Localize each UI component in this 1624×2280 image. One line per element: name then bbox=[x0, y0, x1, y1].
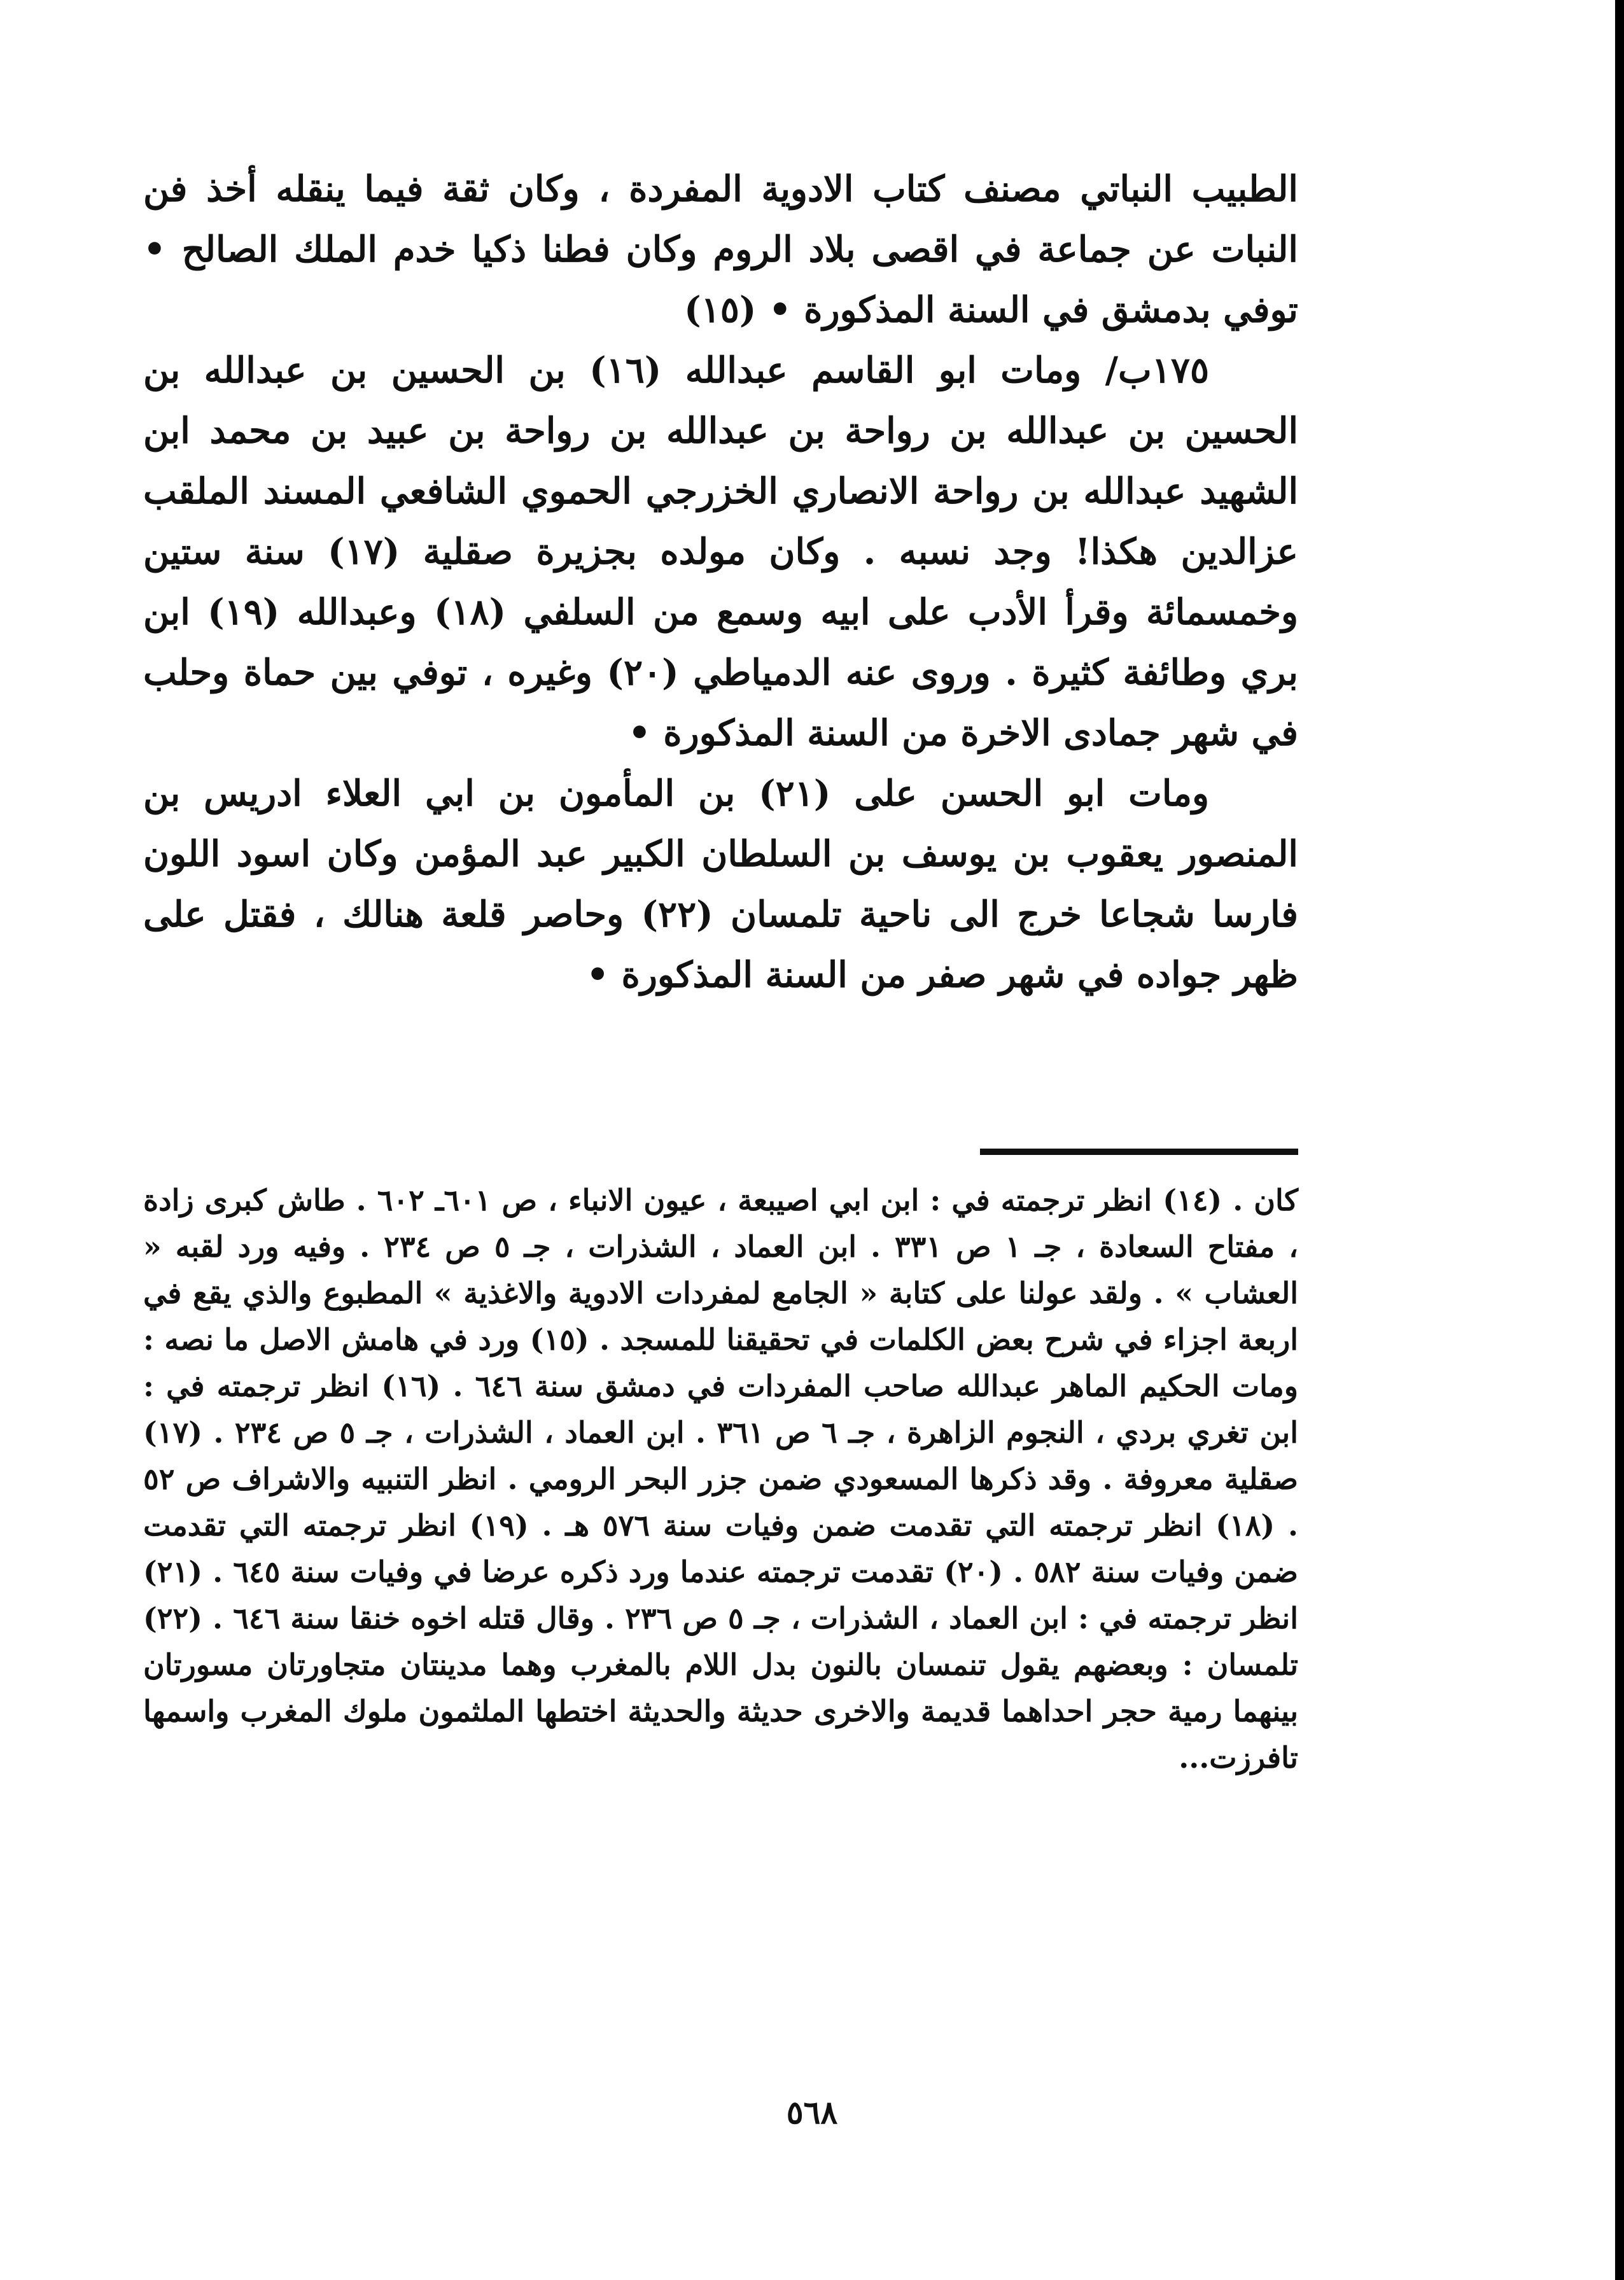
footnotes-block bbox=[143, 1177, 1298, 1781]
main-paragraph-2: ١٧٥ب/ ومات ابو القاسم عبدالله (١٦) بن الحسين بن عبدالله بن الحسين بن عبدالله بن رواحة بن عبدالله بن رواحة بن عبيد بن محمد ابن الشهيد عبدالله بن رواحة الانصاري الخزرجي الحموي الشافعي المسند الملقب عزالدين هكذا! وجد نسبه . وكان مولده بجزيرة صقلية (١٧) سنة ستين وخمسمائة وقرأ الأدب على ابيه وسمع من السلفي (١٨) وعبدالله (١٩) ابن بري وطائفة كثيرة . وروى عنه الدمياطي (٢٠) وغيره ، توفي بين حماة وحلب في شهر جمادى الاخرة من السنة المذكورة • bbox=[143, 349, 1299, 754]
main-text-block bbox=[143, 159, 1298, 1005]
main-paragraph-3: ومات ابو الحسن على (٢١) بن المأمون بن ابي العلاء ادريس بن المنصور يعقوب بن يوسف بن السلطان الكبير عبد المؤمن وكان اسود اللون فارسا شجاعا خرج الى ناحية تلمسان (٢٢) وحاصر قلعة هنالك ، فقتل على ظهر جواده في شهر صفر من السنة المذكورة • bbox=[143, 773, 1298, 996]
main-paragraph-1: الطبيب النباتي مصنف كتاب الادوية المفردة ، وكان ثقة فيما ينقله أخذ فن النبات عن جماعة في اقصى بلاد الروم وكان فطنا ذكيا خدم الملك الصالح • توفي بدمشق في السنة المذكورة • (١٥) bbox=[143, 168, 1298, 331]
page-number: ٥٦٨ bbox=[786, 2094, 838, 2131]
footnote-separator-rule bbox=[980, 1149, 1298, 1155]
footnotes-text: كان . (١٤) انظر ترجمته في : ابن ابي اصيبعة ، عيون الانباء ، ص ٦٠١ـ ٦٠٢ . طاش كبرى زادة ، مفتاح السعادة ، جـ ١ ص ٣٣١ . ابن العماد ، الشذرات ، جـ ٥ ص ٢٣٤ . وفيه ورد لقبه « العشاب » . ولقد عولنا على كتابة « الجامع لمفردات الادوية والاغذية » المطبوع والذي يقع في اربعة اجزاء في شرح بعض الكلمات في تحقيقنا للمسجد . (١٥) ورد في هامش الاصل ما نصه : ومات الحكيم الماهر عبدالله صاحب المفردات في دمشق سنة ٦٤٦ . (١٦) انظر ترجمته في : ابن تغري بردي ، النجوم الزاهرة ، جـ ٦ ص ٣٦١ . ابن العماد ، الشذرات ، جـ ٥ ص ٢٣٤ . (١٧) صقلية معروفة . وقد ذكرها المسعودي ضمن جزر البحر الرومي . انظر التنبيه والاشراف ص ٥٢ . (١٨) انظر ترجمته التي تقدمت ضمن وفيات سنة ٥٧٦ هـ . (١٩) انظر ترجمته التي تقدمت ضمن وفيات سنة ٥٨٢ . (٢٠) تقدمت ترجمته عندما ورد ذكره عرضا في وفيات سنة ٦٤٥ . (٢١) انظر ترجمته في : ابن العماد ، الشذرات ، جـ ٥ ص ٢٣٦ . وقال قتله اخوه خنقا سنة ٦٤٦ . (٢٢) تلمسان : وبعضهم يقول تنمسان بالنون بدل اللام بالمغرب وهما مدينتان متجاورتان مسورتان بينهما رمية حجر احداهما قديمة والاخرى حديثة والحديثة اختطها الملثمون ملوك المغرب واسمها تافرزت... bbox=[143, 1183, 1299, 1775]
page-right-edge bbox=[1615, 0, 1624, 2280]
